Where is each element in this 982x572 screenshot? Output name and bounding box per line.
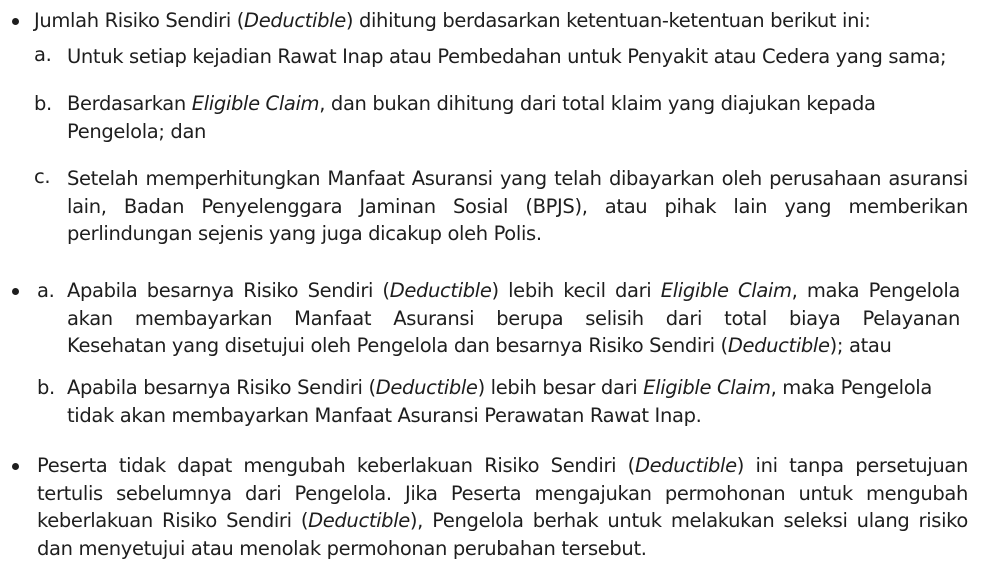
item-1a-text: Untuk setiap kejadian Rawat Inap atau Pembedahan untuk Penyakit atau Cedera yang sama; — [67, 45, 947, 68]
marker-2b: b. — [37, 376, 55, 399]
marker-1a: a. — [34, 43, 52, 66]
bullet-3-line-4: dan menyetujui atau menolak permohonan perubahan tersebut. — [37, 537, 647, 560]
marker-1b: b. — [34, 92, 52, 115]
item-1c-line-1: Setelah memperhitungkan Manfaat Asuransi yang telah dibayarkan oleh perusahaan asuransi — [67, 167, 968, 190]
bullet-3-line-3: keberlakuan Risiko Sendiri (Deductible), Pengelola berhak untuk melakukan seleksi ulang risiko — [37, 509, 968, 532]
item-2a-line-3: Kesehatan yang disetujui oleh Pengelola dan besarnya Risiko Sendiri (Deductible); atau — [67, 334, 892, 357]
item-2b-line-1: Apabila besarnya Risiko Sendiri (Deductible) lebih besar dari Eligible Claim, maka Pengelola — [67, 376, 932, 399]
bullet-3 — [12, 463, 19, 470]
bullet-1 — [12, 18, 19, 25]
item-1b-line-1: Berdasarkan Eligible Claim, dan bukan dihitung dari total klaim yang diajukan kepada — [67, 92, 876, 115]
item-2a-line-2: akan membayarkan Manfaat Asuransi berupa selisih dari total biaya Pelayanan — [67, 307, 960, 330]
item-1b-line-2: Pengelola; dan — [67, 120, 207, 143]
item-2a-line-1: Apabila besarnya Risiko Sendiri (Deductible) lebih kecil dari Eligible Claim, maka Pengelola — [67, 279, 960, 302]
marker-2a: a. — [37, 279, 55, 302]
item-2b-line-2: tidak akan membayarkan Manfaat Asuransi Perawatan Rawat Inap. — [67, 404, 702, 427]
bullet-2 — [12, 288, 19, 295]
bullet-1-text: Jumlah Risiko Sendiri (Deductible) dihitung berdasarkan ketentuan-ketentuan berikut ini: — [34, 9, 871, 32]
bullet-3-line-1: Peserta tidak dapat mengubah keberlakuan Risiko Sendiri (Deductible) ini tanpa persetujuan — [37, 454, 968, 477]
item-1c-line-2: lain, Badan Penyelenggara Jaminan Sosial (BPJS), atau pihak lain yang memberikan — [67, 195, 968, 218]
marker-1c: c. — [34, 165, 51, 188]
bullet-3-line-2: tertulis sebelumnya dari Pengelola. Jika Peserta mengajukan permohonan untuk mengubah — [37, 482, 968, 505]
item-1c-line-3: perlindungan sejenis yang juga dicakup oleh Polis. — [67, 222, 542, 245]
